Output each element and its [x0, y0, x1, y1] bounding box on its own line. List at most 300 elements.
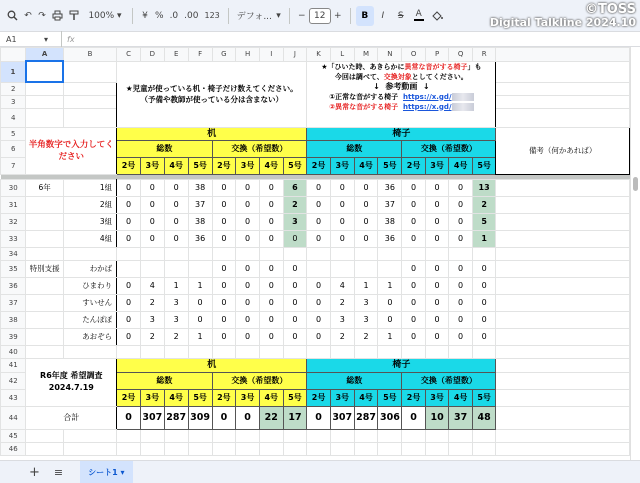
- value-cell[interactable]: 0: [402, 311, 426, 328]
- cell[interactable]: [402, 247, 426, 260]
- value-cell[interactable]: 2: [140, 294, 164, 311]
- value-cell[interactable]: 0: [259, 260, 283, 277]
- remarks-cell[interactable]: [496, 328, 630, 345]
- total-value-cell[interactable]: 17: [283, 406, 307, 429]
- reference-link-1[interactable]: https://x.gd/: [402, 92, 452, 101]
- value-cell[interactable]: 0: [425, 311, 449, 328]
- cell[interactable]: [472, 429, 496, 442]
- value-cell[interactable]: 3: [164, 294, 188, 311]
- cell[interactable]: [402, 345, 426, 358]
- value-cell[interactable]: 1: [354, 277, 378, 294]
- cell[interactable]: [496, 372, 630, 389]
- row-header[interactable]: 3: [1, 95, 26, 108]
- row-header[interactable]: 46: [1, 442, 26, 455]
- value-cell[interactable]: 36: [378, 179, 402, 196]
- value-cell[interactable]: 0: [283, 311, 307, 328]
- value-cell[interactable]: [117, 260, 141, 277]
- total-value-cell[interactable]: 22: [259, 406, 283, 429]
- cell[interactable]: [378, 345, 402, 358]
- percent-format-button[interactable]: %: [155, 10, 164, 21]
- remarks-cell[interactable]: [496, 260, 630, 277]
- value-cell[interactable]: 0: [117, 179, 141, 196]
- class-cell[interactable]: たんぽぽ: [63, 311, 116, 328]
- cell[interactable]: [63, 82, 116, 95]
- value-cell[interactable]: 0: [259, 328, 283, 345]
- row-header[interactable]: 38: [1, 311, 26, 328]
- cell[interactable]: [63, 61, 116, 82]
- value-cell[interactable]: 0: [236, 179, 260, 196]
- cell[interactable]: [402, 429, 426, 442]
- remarks-cell[interactable]: [496, 213, 630, 230]
- name-box[interactable]: A1: [6, 34, 17, 44]
- font-size-input[interactable]: 12: [309, 8, 331, 24]
- value-cell[interactable]: 0: [330, 179, 354, 196]
- cell[interactable]: [330, 345, 354, 358]
- value-cell[interactable]: 0: [259, 294, 283, 311]
- row-header[interactable]: 31: [1, 196, 26, 213]
- cell[interactable]: [164, 429, 188, 442]
- row-header[interactable]: 1: [1, 61, 26, 82]
- value-cell[interactable]: 0: [117, 230, 141, 247]
- cell[interactable]: [188, 442, 212, 455]
- value-cell[interactable]: 0: [236, 230, 260, 247]
- value-cell[interactable]: 0: [425, 196, 449, 213]
- row-header[interactable]: 37: [1, 294, 26, 311]
- total-value-cell[interactable]: 287: [164, 406, 188, 429]
- cell[interactable]: [26, 82, 63, 95]
- value-cell[interactable]: 0: [449, 260, 473, 277]
- total-value-cell[interactable]: 0: [236, 406, 260, 429]
- row-header[interactable]: 4: [1, 108, 26, 127]
- cell[interactable]: [496, 358, 630, 372]
- row-header[interactable]: 7: [1, 157, 26, 174]
- cell[interactable]: [378, 429, 402, 442]
- cell[interactable]: [212, 442, 236, 455]
- remarks-cell[interactable]: [496, 294, 630, 311]
- value-cell[interactable]: 0: [307, 213, 331, 230]
- value-cell[interactable]: 0: [425, 213, 449, 230]
- remarks-cell[interactable]: [496, 230, 630, 247]
- column-header[interactable]: M: [354, 48, 378, 62]
- value-cell[interactable]: 0: [402, 213, 426, 230]
- value-cell[interactable]: 0: [449, 230, 473, 247]
- cell[interactable]: [354, 429, 378, 442]
- value-cell[interactable]: 0: [330, 196, 354, 213]
- total-value-cell[interactable]: 307: [330, 406, 354, 429]
- cell[interactable]: [117, 442, 141, 455]
- grade-cell[interactable]: [26, 196, 63, 213]
- cell[interactable]: [425, 442, 449, 455]
- cell[interactable]: [236, 247, 260, 260]
- column-header[interactable]: J: [283, 48, 307, 62]
- grade-cell[interactable]: 6年: [26, 179, 63, 196]
- active-cell[interactable]: [26, 61, 63, 82]
- row-header[interactable]: 33: [1, 230, 26, 247]
- value-cell[interactable]: 0: [283, 294, 307, 311]
- vertical-scrollbar[interactable]: [630, 47, 640, 460]
- font-size-decrease-button[interactable]: −: [297, 10, 306, 21]
- value-cell[interactable]: 0: [140, 179, 164, 196]
- fill-color-icon[interactable]: [428, 6, 446, 26]
- cell[interactable]: [140, 247, 164, 260]
- value-cell[interactable]: 0: [236, 328, 260, 345]
- value-cell[interactable]: 3: [283, 213, 307, 230]
- value-cell[interactable]: 0: [212, 179, 236, 196]
- cell[interactable]: [63, 442, 116, 455]
- value-cell[interactable]: 0: [188, 294, 212, 311]
- value-cell[interactable]: 0: [307, 230, 331, 247]
- cell[interactable]: [449, 442, 473, 455]
- value-cell[interactable]: 0: [236, 213, 260, 230]
- cell[interactable]: [449, 247, 473, 260]
- column-header[interactable]: O: [402, 48, 426, 62]
- italic-button[interactable]: I: [381, 10, 385, 21]
- redo-icon[interactable]: ↷: [38, 10, 46, 21]
- cell[interactable]: [26, 247, 63, 260]
- name-box-dropdown-icon[interactable]: ▾: [44, 34, 49, 44]
- row-header[interactable]: 40: [1, 345, 26, 358]
- value-cell[interactable]: 0: [259, 311, 283, 328]
- cell[interactable]: [496, 82, 630, 95]
- remarks-cell[interactable]: [496, 311, 630, 328]
- column-header[interactable]: H: [236, 48, 260, 62]
- row-header[interactable]: 36: [1, 277, 26, 294]
- increase-decimal-button[interactable]: .00: [184, 10, 199, 21]
- value-cell[interactable]: 0: [117, 294, 141, 311]
- grade-cell[interactable]: 特別支援: [26, 260, 63, 277]
- print-icon[interactable]: [49, 6, 66, 26]
- column-header[interactable]: Q: [449, 48, 473, 62]
- value-cell[interactable]: 0: [117, 277, 141, 294]
- cell[interactable]: [425, 247, 449, 260]
- cell[interactable]: [449, 345, 473, 358]
- value-cell[interactable]: 0: [117, 196, 141, 213]
- value-cell[interactable]: 0: [212, 196, 236, 213]
- value-cell[interactable]: 0: [449, 311, 473, 328]
- column-header[interactable]: I: [259, 48, 283, 62]
- bold-button[interactable]: B: [356, 6, 374, 26]
- cell[interactable]: [26, 345, 63, 358]
- value-cell[interactable]: 0: [140, 213, 164, 230]
- value-cell[interactable]: 1: [472, 230, 496, 247]
- column-header[interactable]: B: [63, 48, 116, 62]
- value-cell[interactable]: 37: [378, 196, 402, 213]
- value-cell[interactable]: 0: [164, 196, 188, 213]
- cell[interactable]: [307, 247, 331, 260]
- cell[interactable]: [26, 95, 63, 108]
- value-cell[interactable]: 0: [164, 230, 188, 247]
- value-cell[interactable]: 5: [472, 213, 496, 230]
- cell[interactable]: [188, 345, 212, 358]
- value-cell[interactable]: 2: [472, 196, 496, 213]
- row-header[interactable]: 43: [1, 389, 26, 406]
- cell[interactable]: [402, 442, 426, 455]
- decrease-decimal-button[interactable]: .0: [169, 10, 179, 21]
- cell[interactable]: [212, 345, 236, 358]
- reference-link-2[interactable]: https://x.gd/: [402, 102, 452, 111]
- value-cell[interactable]: 37: [188, 196, 212, 213]
- value-cell[interactable]: 0: [354, 196, 378, 213]
- row-header[interactable]: 5: [1, 127, 26, 140]
- cell[interactable]: [236, 345, 260, 358]
- cell[interactable]: [140, 429, 164, 442]
- grade-cell[interactable]: [26, 213, 63, 230]
- cell[interactable]: [140, 442, 164, 455]
- class-cell[interactable]: すいせん: [63, 294, 116, 311]
- cell[interactable]: [140, 345, 164, 358]
- cell[interactable]: [283, 345, 307, 358]
- cell[interactable]: [236, 429, 260, 442]
- value-cell[interactable]: 1: [164, 277, 188, 294]
- value-cell[interactable]: 0: [164, 179, 188, 196]
- grade-cell[interactable]: [26, 294, 63, 311]
- value-cell[interactable]: 0: [212, 213, 236, 230]
- value-cell[interactable]: 0: [402, 230, 426, 247]
- cell[interactable]: [354, 247, 378, 260]
- value-cell[interactable]: 0: [449, 277, 473, 294]
- value-cell[interactable]: [164, 260, 188, 277]
- value-cell[interactable]: 0: [449, 196, 473, 213]
- row-header[interactable]: 41: [1, 358, 26, 372]
- value-cell[interactable]: 3: [354, 311, 378, 328]
- value-cell[interactable]: 0: [330, 230, 354, 247]
- column-header[interactable]: D: [140, 48, 164, 62]
- zoom-select[interactable]: 100% ▾: [88, 10, 122, 21]
- cell[interactable]: [472, 247, 496, 260]
- cell[interactable]: [26, 442, 63, 455]
- cell[interactable]: [330, 442, 354, 455]
- total-value-cell[interactable]: 309: [188, 406, 212, 429]
- total-value-cell[interactable]: 307: [140, 406, 164, 429]
- value-cell[interactable]: 0: [236, 260, 260, 277]
- grade-cell[interactable]: [26, 277, 63, 294]
- row-header[interactable]: 30: [1, 179, 26, 196]
- cell[interactable]: [307, 442, 331, 455]
- value-cell[interactable]: 0: [259, 230, 283, 247]
- value-cell[interactable]: 38: [188, 179, 212, 196]
- value-cell[interactable]: [188, 260, 212, 277]
- value-cell[interactable]: 0: [307, 328, 331, 345]
- cell[interactable]: [117, 345, 141, 358]
- value-cell[interactable]: 0: [117, 311, 141, 328]
- cell[interactable]: [212, 429, 236, 442]
- cell[interactable]: [259, 429, 283, 442]
- value-cell[interactable]: 0: [283, 328, 307, 345]
- value-cell[interactable]: 0: [449, 179, 473, 196]
- value-cell[interactable]: 0: [259, 196, 283, 213]
- value-cell[interactable]: 0: [212, 311, 236, 328]
- total-value-cell[interactable]: 287: [354, 406, 378, 429]
- value-cell[interactable]: 3: [164, 311, 188, 328]
- cell[interactable]: [259, 442, 283, 455]
- value-cell[interactable]: 0: [472, 311, 496, 328]
- value-cell[interactable]: 0: [236, 294, 260, 311]
- cell[interactable]: [117, 429, 141, 442]
- cell[interactable]: [26, 108, 63, 127]
- value-cell[interactable]: 0: [402, 277, 426, 294]
- value-cell[interactable]: 2: [283, 196, 307, 213]
- value-cell[interactable]: 0: [425, 179, 449, 196]
- row-header[interactable]: 6: [1, 140, 26, 157]
- cell[interactable]: [496, 406, 630, 429]
- total-value-cell[interactable]: 0: [307, 406, 331, 429]
- value-cell[interactable]: 0: [402, 196, 426, 213]
- cell[interactable]: [472, 345, 496, 358]
- cell[interactable]: [63, 95, 116, 108]
- value-cell[interactable]: 0: [425, 328, 449, 345]
- cell[interactable]: [63, 108, 116, 127]
- value-cell[interactable]: 0: [164, 213, 188, 230]
- cell[interactable]: [164, 442, 188, 455]
- value-cell[interactable]: 1: [378, 328, 402, 345]
- value-cell[interactable]: 0: [212, 277, 236, 294]
- value-cell[interactable]: 2: [330, 328, 354, 345]
- cell[interactable]: [354, 345, 378, 358]
- cell[interactable]: [259, 247, 283, 260]
- class-cell[interactable]: 2組: [63, 196, 116, 213]
- value-cell[interactable]: 0: [425, 277, 449, 294]
- value-cell[interactable]: 0: [472, 294, 496, 311]
- value-cell[interactable]: 0: [212, 230, 236, 247]
- total-value-cell[interactable]: 0: [117, 406, 141, 429]
- value-cell[interactable]: [354, 260, 378, 277]
- select-all-corner[interactable]: [1, 48, 26, 62]
- row-header[interactable]: 35: [1, 260, 26, 277]
- add-sheet-button[interactable]: +: [29, 464, 40, 480]
- column-header[interactable]: R: [472, 48, 496, 62]
- column-header[interactable]: F: [188, 48, 212, 62]
- column-header[interactable]: K: [307, 48, 331, 62]
- cell[interactable]: [496, 95, 630, 108]
- cell[interactable]: [307, 345, 331, 358]
- value-cell[interactable]: 1: [378, 277, 402, 294]
- cell[interactable]: [449, 429, 473, 442]
- row-header[interactable]: 44: [1, 406, 26, 429]
- value-cell[interactable]: 0: [212, 260, 236, 277]
- column-header[interactable]: E: [164, 48, 188, 62]
- value-cell[interactable]: 1: [188, 328, 212, 345]
- column-header[interactable]: L: [330, 48, 354, 62]
- value-cell[interactable]: 0: [140, 196, 164, 213]
- search-icon[interactable]: [4, 6, 21, 26]
- value-cell[interactable]: 3: [354, 294, 378, 311]
- cell[interactable]: [188, 247, 212, 260]
- cell[interactable]: [472, 442, 496, 455]
- sheet-tab[interactable]: シート1 ▾: [80, 461, 132, 483]
- value-cell[interactable]: 38: [188, 213, 212, 230]
- text-color-button[interactable]: A: [415, 9, 422, 19]
- class-cell[interactable]: 4組: [63, 230, 116, 247]
- cell[interactable]: [63, 429, 116, 442]
- value-cell[interactable]: 0: [402, 294, 426, 311]
- total-value-cell[interactable]: 0: [402, 406, 426, 429]
- value-cell[interactable]: 2: [330, 294, 354, 311]
- class-cell[interactable]: 1組: [63, 179, 116, 196]
- row-header[interactable]: 42: [1, 372, 26, 389]
- cell[interactable]: [236, 442, 260, 455]
- row-header[interactable]: 34: [1, 247, 26, 260]
- cell[interactable]: [496, 389, 630, 406]
- value-cell[interactable]: 0: [283, 260, 307, 277]
- cell[interactable]: [188, 429, 212, 442]
- grade-cell[interactable]: [26, 328, 63, 345]
- value-cell[interactable]: 4: [330, 277, 354, 294]
- cell[interactable]: [164, 247, 188, 260]
- value-cell[interactable]: 0: [236, 311, 260, 328]
- cell[interactable]: [164, 345, 188, 358]
- value-cell[interactable]: 3: [330, 311, 354, 328]
- cell[interactable]: [425, 429, 449, 442]
- class-cell[interactable]: あおぞら: [63, 328, 116, 345]
- row-header[interactable]: 39: [1, 328, 26, 345]
- cell[interactable]: [212, 247, 236, 260]
- value-cell[interactable]: 0: [425, 230, 449, 247]
- total-value-cell[interactable]: 48: [472, 406, 496, 429]
- cell[interactable]: [496, 247, 630, 260]
- class-cell[interactable]: わかば: [63, 260, 116, 277]
- font-select[interactable]: デフォ... ▾: [236, 10, 281, 22]
- cell[interactable]: [63, 345, 116, 358]
- value-cell[interactable]: [330, 260, 354, 277]
- value-cell[interactable]: 0: [354, 179, 378, 196]
- value-cell[interactable]: 0: [117, 328, 141, 345]
- value-cell[interactable]: 0: [307, 311, 331, 328]
- value-cell[interactable]: 0: [330, 213, 354, 230]
- cell[interactable]: [26, 429, 63, 442]
- class-cell[interactable]: 3組: [63, 213, 116, 230]
- value-cell[interactable]: 0: [117, 213, 141, 230]
- total-value-cell[interactable]: 37: [449, 406, 473, 429]
- cell[interactable]: [283, 442, 307, 455]
- total-value-cell[interactable]: 0: [212, 406, 236, 429]
- value-cell[interactable]: [378, 260, 402, 277]
- undo-icon[interactable]: ↶: [24, 10, 32, 21]
- value-cell[interactable]: 0: [402, 328, 426, 345]
- cell[interactable]: [496, 345, 630, 358]
- value-cell[interactable]: 3: [140, 311, 164, 328]
- value-cell[interactable]: 0: [354, 213, 378, 230]
- value-cell[interactable]: 36: [188, 230, 212, 247]
- value-cell[interactable]: 0: [472, 277, 496, 294]
- value-cell[interactable]: 0: [425, 260, 449, 277]
- cell[interactable]: [307, 429, 331, 442]
- value-cell[interactable]: 0: [472, 260, 496, 277]
- paint-format-icon[interactable]: [66, 6, 83, 26]
- value-cell[interactable]: 0: [402, 179, 426, 196]
- value-cell[interactable]: 0: [472, 328, 496, 345]
- grade-cell[interactable]: [26, 230, 63, 247]
- cell[interactable]: [378, 442, 402, 455]
- value-cell[interactable]: 6: [283, 179, 307, 196]
- value-cell[interactable]: 0: [188, 311, 212, 328]
- column-header[interactable]: P: [425, 48, 449, 62]
- row-header[interactable]: 32: [1, 213, 26, 230]
- value-cell[interactable]: 0: [307, 294, 331, 311]
- row-header[interactable]: 2: [1, 82, 26, 95]
- cell[interactable]: [63, 247, 116, 260]
- remarks-cell[interactable]: [496, 277, 630, 294]
- cell[interactable]: [330, 429, 354, 442]
- value-cell[interactable]: [140, 260, 164, 277]
- value-cell[interactable]: 0: [283, 230, 307, 247]
- grade-cell[interactable]: [26, 311, 63, 328]
- remarks-cell[interactable]: [496, 196, 630, 213]
- cell[interactable]: [117, 247, 141, 260]
- cell[interactable]: [283, 429, 307, 442]
- total-value-cell[interactable]: 10: [425, 406, 449, 429]
- value-cell[interactable]: 0: [212, 328, 236, 345]
- value-cell[interactable]: 13: [472, 179, 496, 196]
